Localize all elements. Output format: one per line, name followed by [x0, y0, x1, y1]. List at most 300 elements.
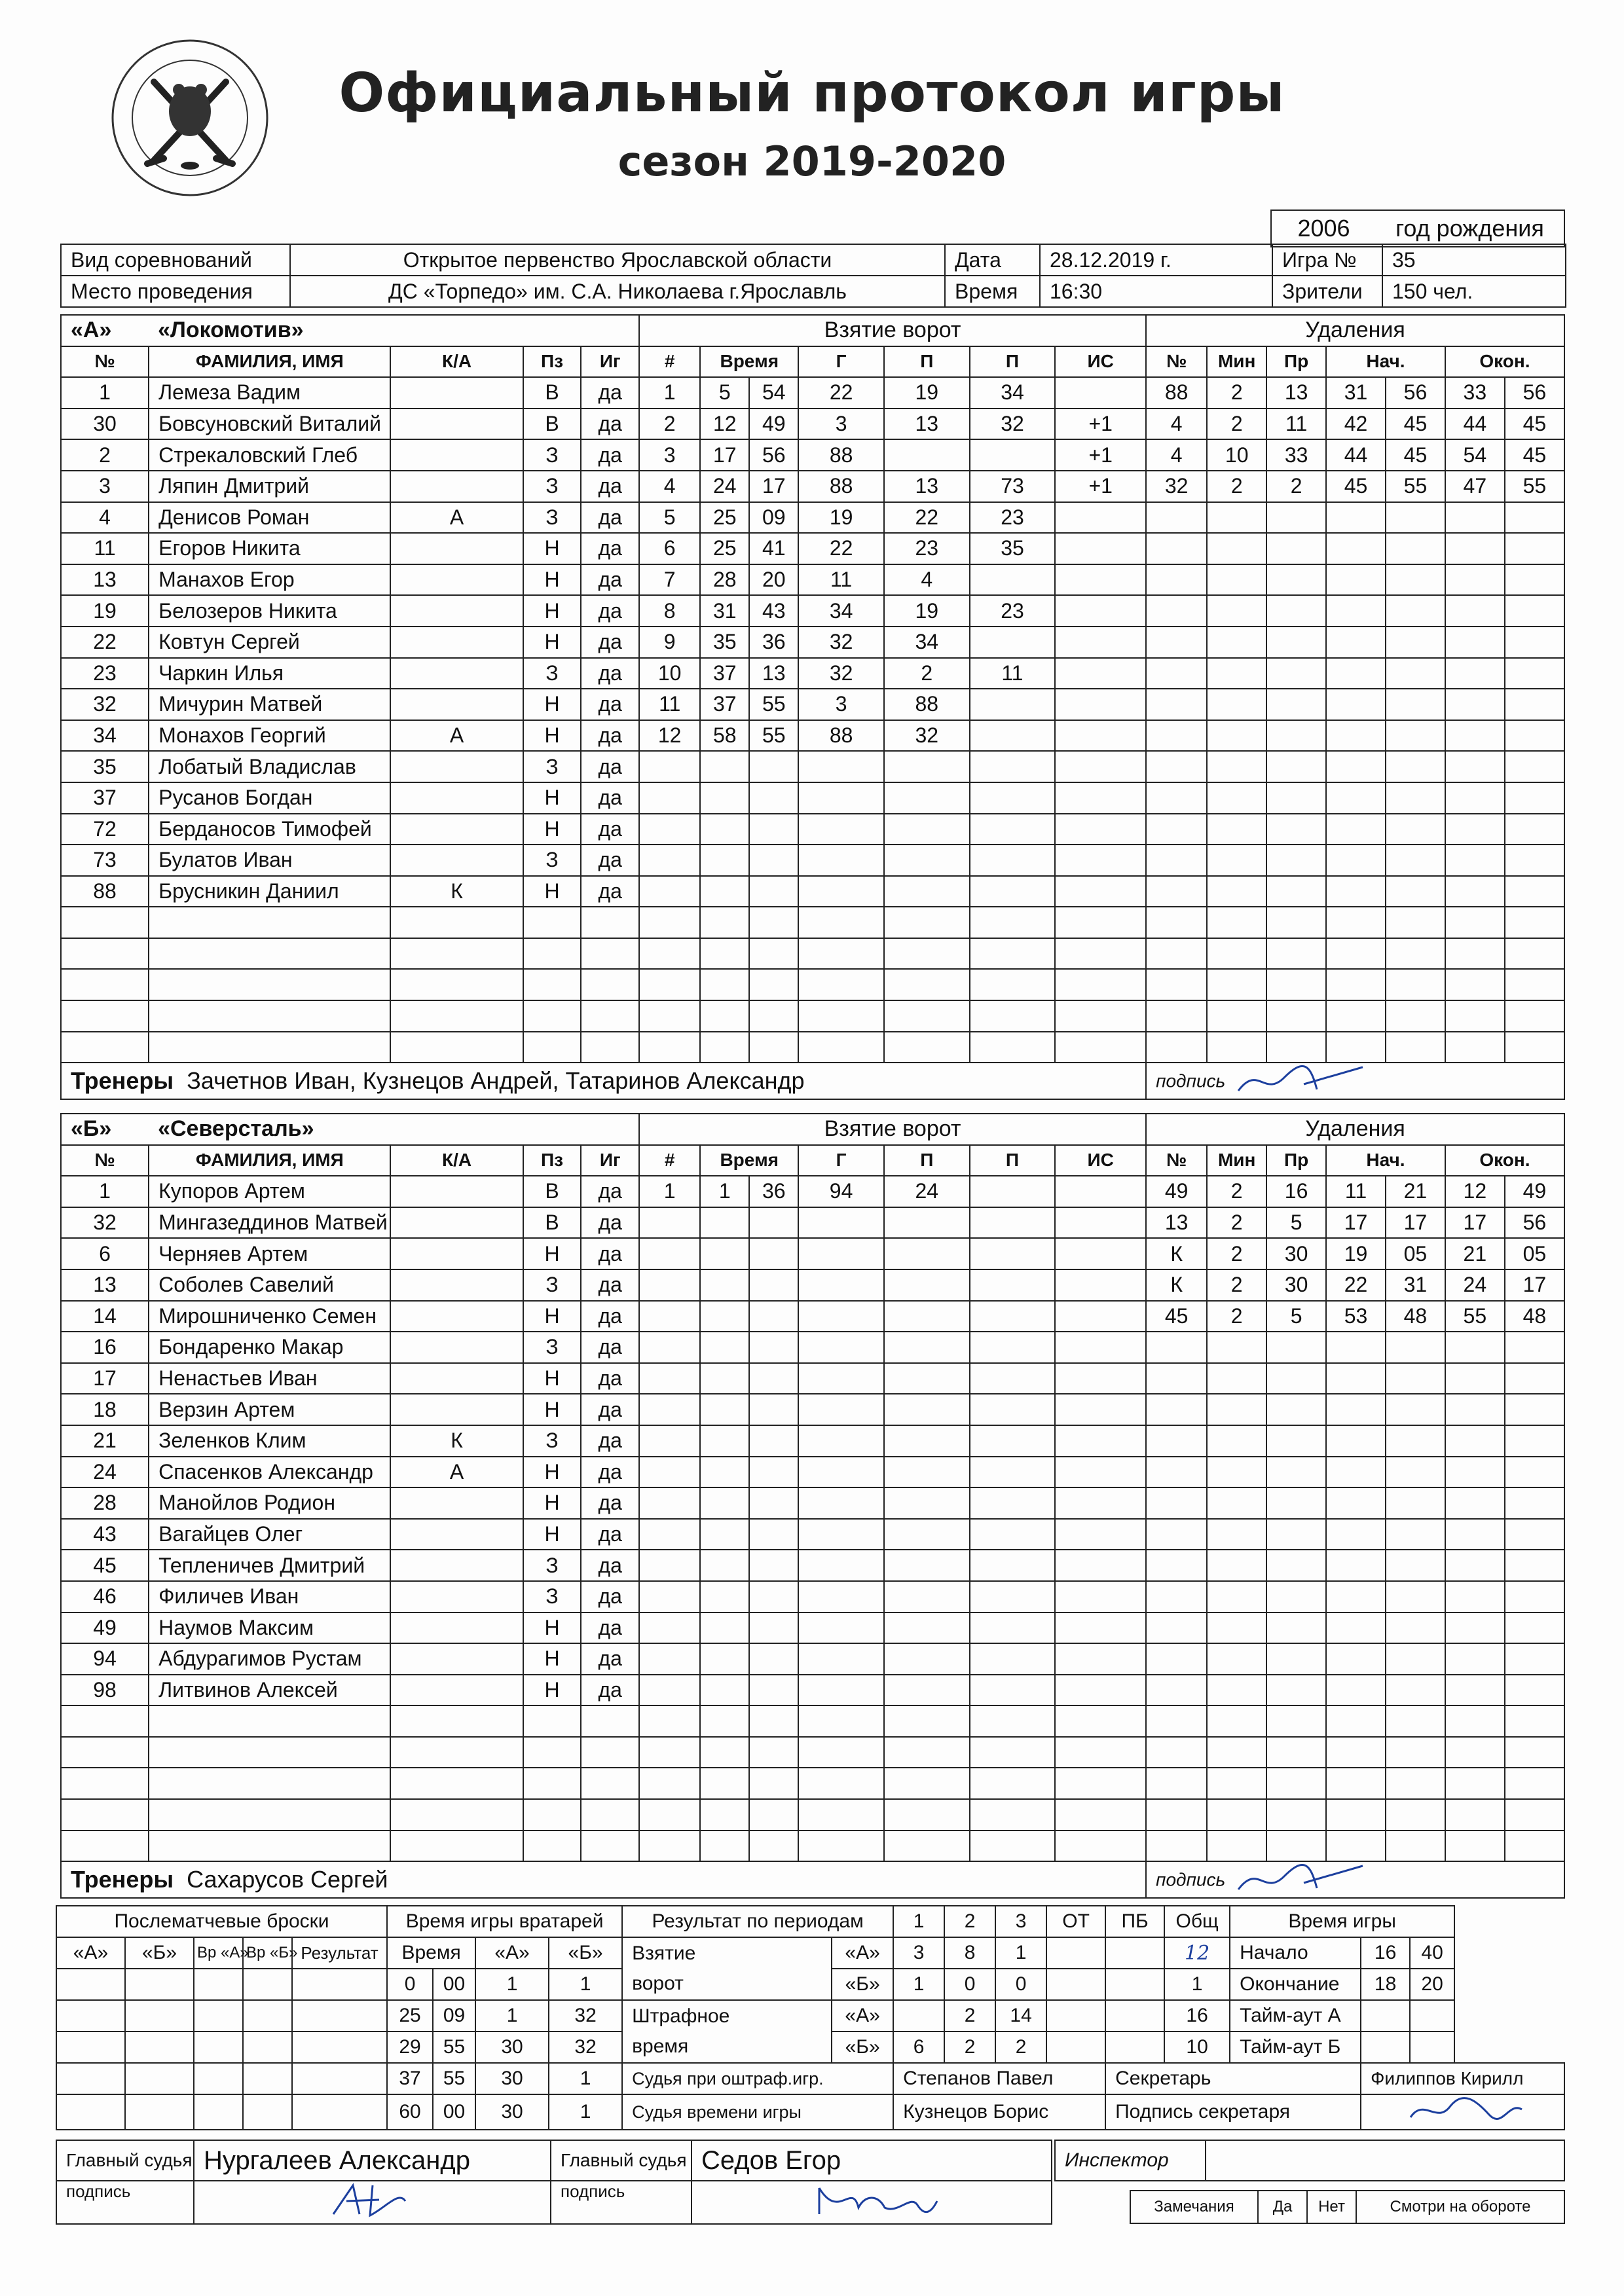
goal-minute: [700, 1643, 749, 1675]
goalie-b-header: «Б»: [549, 1937, 622, 1969]
player-played: да: [581, 377, 639, 409]
player-position: В: [523, 409, 581, 440]
notes-no[interactable]: Нет: [1307, 2191, 1356, 2223]
goal-assist-2: 32: [970, 409, 1056, 440]
goal-assist-2: [970, 845, 1056, 876]
player-number: 1: [61, 377, 149, 409]
penalty-number: 49: [1146, 1176, 1207, 1207]
goalie-row-5-sec: 00: [433, 2094, 475, 2130]
penalty-minutes: [1207, 1457, 1266, 1488]
penalty-start-minute: [1326, 720, 1386, 752]
penalty-start-second: 45: [1386, 439, 1445, 471]
penalty-start-minute: [1326, 1613, 1386, 1644]
goal-minute: 25: [700, 533, 749, 564]
penalty-end-minute: [1445, 907, 1505, 938]
document-title: Официальный протокол игры: [339, 62, 1285, 124]
penalty-minutes: [1207, 907, 1266, 938]
penalty-reason: [1266, 814, 1326, 845]
notes-yes[interactable]: Да: [1258, 2191, 1307, 2223]
goal-minute: 58: [700, 720, 749, 752]
goal-index: 3: [639, 439, 700, 471]
penalty-minutes: 10: [1207, 439, 1266, 471]
goalie-row-4-a: 30: [475, 2063, 549, 2094]
player-number: [61, 969, 149, 1000]
goal-assist-2: 35: [970, 533, 1056, 564]
team-letter: «А»: [61, 315, 149, 346]
goal-assist-1: 19: [884, 377, 970, 409]
penalty-number: [1146, 876, 1207, 907]
penalty-number: 4: [1146, 439, 1207, 471]
col-assist-2: П: [970, 1145, 1056, 1176]
player-played: да: [581, 689, 639, 720]
penalties-section-title: Удаления: [1146, 1114, 1564, 1145]
penalty-end-second: [1505, 1737, 1564, 1768]
goal-index: [639, 1831, 700, 1862]
table-row: [61, 1000, 1564, 1032]
goal-minute: [700, 1032, 749, 1063]
goal-strength: [1055, 1394, 1146, 1425]
player-number: 98: [61, 1675, 149, 1706]
goal-index: [639, 1301, 700, 1332]
penalty-start-second: [1386, 658, 1445, 689]
goal-minute: [700, 1675, 749, 1706]
table-row: [61, 1176, 1564, 1207]
game-header: [60, 244, 1566, 308]
player-name: Абдурагимов Рустам: [149, 1643, 390, 1675]
player-position: Н: [523, 720, 581, 752]
player-position: [523, 1000, 581, 1032]
player-played: да: [581, 845, 639, 876]
penalty-end-second: [1505, 1799, 1564, 1831]
goal-strength: [1055, 1425, 1146, 1457]
player-played: да: [581, 658, 639, 689]
col-captain: К/А: [390, 346, 523, 378]
goal-index: 4: [639, 471, 700, 502]
goalie-row-1-sec: 00: [433, 1969, 475, 2000]
player-number: [61, 1768, 149, 1799]
goal-scorer: [798, 1332, 884, 1363]
goal-scorer: [798, 1799, 884, 1831]
player-name: Манахов Егор: [149, 564, 390, 596]
goal-index: [639, 1675, 700, 1706]
player-captain: [390, 1799, 523, 1831]
goals-section-title: Взятие ворот: [639, 1114, 1146, 1145]
penalty-end-second: [1505, 1363, 1564, 1394]
col-goal-index: #: [639, 346, 700, 378]
total-header: Общ: [1164, 1906, 1230, 1937]
penalty-end-second: 45: [1505, 439, 1564, 471]
goal-index: 6: [639, 533, 700, 564]
goalie-row-2-a: 1: [475, 2000, 549, 2032]
notes-box: [1130, 2190, 1565, 2224]
col-strength: ИС: [1055, 346, 1146, 378]
goal-minute: [700, 1301, 749, 1332]
penalty-minutes: [1207, 502, 1266, 534]
player-position: Н: [523, 782, 581, 814]
goal-minute: 5: [700, 377, 749, 409]
player-played: да: [581, 1457, 639, 1488]
goal-assist-2: [970, 564, 1056, 596]
penalty-number: [1146, 533, 1207, 564]
penalty-start-second: [1386, 1425, 1445, 1457]
penalty-reason: [1266, 533, 1326, 564]
penalty-number: [1146, 938, 1207, 970]
player-played: да: [581, 1487, 639, 1519]
goal-assist-2: [970, 1332, 1056, 1363]
penalty-minutes: [1207, 845, 1266, 876]
penalty-start-second: [1386, 1675, 1445, 1706]
penalty-end-second: [1505, 564, 1564, 596]
player-position: В: [523, 1207, 581, 1239]
penalty-end-minute: 54: [1445, 439, 1505, 471]
col-goal-time: Время: [700, 346, 798, 378]
penalty-end-minute: [1445, 814, 1505, 845]
penalty-minutes: 2: [1207, 1238, 1266, 1269]
coach-sign-label: подпись: [1156, 1869, 1226, 1890]
penalty-start-minute: [1326, 1032, 1386, 1063]
penalty-end-minute: [1445, 1550, 1505, 1581]
penalty-reason: [1266, 502, 1326, 534]
player-number: 32: [61, 1207, 149, 1239]
penalty-number: К: [1146, 1269, 1207, 1301]
pim-a-p1: [893, 2000, 944, 2032]
penalty-end-minute: [1445, 502, 1505, 534]
table-row: [61, 1207, 1564, 1239]
goal-minute: [700, 1831, 749, 1862]
table-row: [61, 720, 1564, 752]
goal-second: [749, 1643, 798, 1675]
player-number: 32: [61, 689, 149, 720]
player-number: 16: [61, 1332, 149, 1363]
goal-assist-1: [884, 814, 970, 845]
penalty-minutes: 2: [1207, 409, 1266, 440]
goal-second: [749, 1269, 798, 1301]
table-row: [61, 1487, 1564, 1519]
signature-mark: [307, 2181, 438, 2218]
penalty-minutes: [1207, 782, 1266, 814]
table-row: [61, 907, 1564, 938]
table-row: [61, 1519, 1564, 1550]
player-number: 73: [61, 845, 149, 876]
goal-strength: [1055, 876, 1146, 907]
penalty-start-minute: [1326, 1425, 1386, 1457]
goal-strength: [1055, 969, 1146, 1000]
goal-assist-2: [970, 1301, 1056, 1332]
goal-scorer: [798, 1581, 884, 1613]
goal-scorer: [798, 1301, 884, 1332]
goal-assist-1: [884, 845, 970, 876]
penalty-end-minute: [1445, 969, 1505, 1000]
penalty-reason: [1266, 1799, 1326, 1831]
penalty-start-minute: [1326, 1550, 1386, 1581]
player-played: да: [581, 1301, 639, 1332]
goal-assist-2: [970, 1487, 1056, 1519]
table-row: [61, 845, 1564, 876]
player-number: 45: [61, 1550, 149, 1581]
pim-a-total: 16: [1164, 2000, 1230, 2032]
player-position: Н: [523, 1519, 581, 1550]
penalty-start-second: [1386, 1457, 1445, 1488]
player-captain: [390, 533, 523, 564]
penalty-end-minute: [1445, 658, 1505, 689]
penalty-end-second: [1505, 845, 1564, 876]
end-minute: 20: [1410, 1969, 1454, 2000]
penalty-end-minute: [1445, 938, 1505, 970]
col-goal-index: #: [639, 1145, 700, 1176]
goal-assist-2: 23: [970, 595, 1056, 627]
referees-table: [56, 2140, 1052, 2225]
goal-scorer: [798, 1238, 884, 1269]
penalty-start-minute: [1326, 627, 1386, 658]
player-number: 37: [61, 782, 149, 814]
col-penalty-minutes: Мин: [1207, 1145, 1266, 1176]
goal-minute: 17: [700, 439, 749, 471]
goal-second: 13: [749, 658, 798, 689]
goal-index: [639, 1643, 700, 1675]
player-captain: [390, 377, 523, 409]
start-label: Начало: [1230, 1937, 1361, 1969]
penalty-minutes: [1207, 1487, 1266, 1519]
penalty-start-second: [1386, 1332, 1445, 1363]
penalty-end-second: 17: [1505, 1269, 1564, 1301]
goal-scorer: [798, 1457, 884, 1488]
goal-assist-2: [970, 814, 1056, 845]
player-captain: А: [390, 1457, 523, 1488]
player-position: З: [523, 1581, 581, 1613]
penalty-start-second: [1386, 720, 1445, 752]
table-row: [61, 1613, 1564, 1644]
table-row: [61, 938, 1564, 970]
player-captain: [390, 1394, 523, 1425]
col-penalty-minutes: Мин: [1207, 346, 1266, 378]
secretary-label: Секретарь: [1105, 2063, 1361, 2094]
goal-index: [639, 1550, 700, 1581]
goal-assist-1: [884, 439, 970, 471]
goal-second: [749, 907, 798, 938]
goal-assist-2: [970, 1207, 1056, 1239]
penalty-end-minute: [1445, 876, 1505, 907]
penalty-number: [1146, 782, 1207, 814]
goal-assist-2: [970, 969, 1056, 1000]
player-played: [581, 907, 639, 938]
goalie-time-title: Время игры вратарей: [387, 1906, 622, 1937]
shootout-b: «Б»: [125, 1937, 194, 1969]
penalty-end-second: [1505, 782, 1564, 814]
penalty-minutes: 2: [1207, 377, 1266, 409]
player-name: [149, 938, 390, 970]
penalty-end-minute: [1445, 1581, 1505, 1613]
col-penalty-end: Окон.: [1445, 1145, 1564, 1176]
season-subtitle: сезон 2019-2020: [618, 137, 1006, 185]
penalty-end-minute: [1445, 1363, 1505, 1394]
penalty-number: К: [1146, 1238, 1207, 1269]
penalty-number: [1146, 1550, 1207, 1581]
col-name: ФАМИЛИЯ, ИМЯ: [149, 1145, 390, 1176]
goal-second: [749, 1207, 798, 1239]
penalty-end-second: [1505, 1581, 1564, 1613]
penalty-end-second: [1505, 876, 1564, 907]
player-captain: [390, 409, 523, 440]
goal-second: [749, 782, 798, 814]
table-row: [61, 1332, 1564, 1363]
player-number: 30: [61, 409, 149, 440]
goal-assist-1: [884, 1000, 970, 1032]
goals-a-total: 12: [1164, 1937, 1230, 1969]
col-goal-scorer: Г: [798, 1145, 884, 1176]
table-row: [61, 564, 1564, 596]
goal-minute: [700, 1519, 749, 1550]
goal-strength: [1055, 1799, 1146, 1831]
player-position: Н: [523, 627, 581, 658]
goal-strength: [1055, 751, 1146, 782]
player-name: Берданосов Тимофей: [149, 814, 390, 845]
player-name: [149, 1799, 390, 1831]
player-position: Н: [523, 814, 581, 845]
chief-referee-2-signature: [692, 2181, 1052, 2224]
col-penalty-start: Нач.: [1326, 1145, 1445, 1176]
goal-index: [639, 969, 700, 1000]
penalty-start-second: [1386, 533, 1445, 564]
penalty-number: [1146, 1705, 1207, 1737]
col-penalty-number: №: [1146, 1145, 1207, 1176]
player-number: [61, 1737, 149, 1768]
goal-assist-1: [884, 1425, 970, 1457]
player-name: [149, 1768, 390, 1799]
col-assist-2: П: [970, 346, 1056, 378]
penalty-minutes: 2: [1207, 1301, 1266, 1332]
player-position: З: [523, 471, 581, 502]
penalty-minutes: 2: [1207, 1176, 1266, 1207]
goal-assist-2: [970, 1457, 1056, 1488]
penalty-reason: [1266, 1332, 1326, 1363]
col-played: Иг: [581, 1145, 639, 1176]
chief-referee-2-sign-label: подпись: [551, 2181, 692, 2224]
col-position: Пз: [523, 346, 581, 378]
player-position: Н: [523, 1643, 581, 1675]
penalty-reason: [1266, 1550, 1326, 1581]
goal-minute: [700, 876, 749, 907]
periods-pim-a-label: «А»: [832, 2000, 893, 2032]
player-name: Зеленков Клим: [149, 1425, 390, 1457]
player-position: [523, 907, 581, 938]
penalty-number: [1146, 751, 1207, 782]
goal-second: [749, 1581, 798, 1613]
penalty-number: [1146, 627, 1207, 658]
penalty-reason: [1266, 595, 1326, 627]
goal-second: [749, 938, 798, 970]
goal-strength: [1055, 502, 1146, 534]
goal-minute: [700, 751, 749, 782]
player-played: [581, 1799, 639, 1831]
signature-mark: [1232, 1065, 1376, 1097]
player-number: 22: [61, 627, 149, 658]
player-captain: [390, 1176, 523, 1207]
player-captain: [390, 845, 523, 876]
goal-strength: [1055, 938, 1146, 970]
player-number: 21: [61, 1425, 149, 1457]
player-name: Купоров Артем: [149, 1176, 390, 1207]
penalty-number: [1146, 564, 1207, 596]
penalty-end-minute: 47: [1445, 471, 1505, 502]
penalty-start-minute: [1326, 1000, 1386, 1032]
player-name: [149, 907, 390, 938]
goal-scorer: 11: [798, 564, 884, 596]
penalty-reason: [1266, 782, 1326, 814]
penalty-start-minute: [1326, 907, 1386, 938]
penalty-reason: [1266, 1581, 1326, 1613]
table-row: [61, 502, 1564, 534]
goal-minute: 31: [700, 595, 749, 627]
goal-index: [639, 1799, 700, 1831]
goalie-row-2-b: 32: [549, 2000, 622, 2032]
goal-index: [639, 1768, 700, 1799]
player-name: Ковтун Сергей: [149, 627, 390, 658]
goal-second: 55: [749, 689, 798, 720]
goal-index: [639, 938, 700, 970]
player-position: З: [523, 845, 581, 876]
penalty-minutes: [1207, 627, 1266, 658]
penalty-end-second: [1505, 502, 1564, 534]
penalty-end-minute: [1445, 1425, 1505, 1457]
goal-second: 20: [749, 564, 798, 596]
penalty-start-second: [1386, 564, 1445, 596]
player-position: З: [523, 1550, 581, 1581]
table-row: [61, 1705, 1564, 1737]
player-number: 3: [61, 471, 149, 502]
goal-strength: [1055, 533, 1146, 564]
goal-minute: [700, 1613, 749, 1644]
goal-index: [639, 1000, 700, 1032]
player-captain: [390, 1519, 523, 1550]
player-name: Бондаренко Макар: [149, 1332, 390, 1363]
pim-a-pb: [1105, 2000, 1164, 2032]
penalty-minutes: [1207, 689, 1266, 720]
penalty-end-minute: [1445, 1394, 1505, 1425]
penalty-start-minute: 22: [1326, 1269, 1386, 1301]
player-name: Спасенков Александр: [149, 1457, 390, 1488]
penalty-end-second: [1505, 689, 1564, 720]
goal-strength: [1055, 1487, 1146, 1519]
goal-second: [749, 1675, 798, 1706]
goal-scorer: [798, 1613, 884, 1644]
goalie-row-2-sec: 09: [433, 2000, 475, 2032]
table-row: [61, 1675, 1564, 1706]
player-number: 46: [61, 1581, 149, 1613]
goal-scorer: 19: [798, 502, 884, 534]
inspector-name: [1206, 2140, 1564, 2181]
table-row: [61, 876, 1564, 907]
player-number: [61, 1799, 149, 1831]
player-position: Н: [523, 876, 581, 907]
goal-scorer: [798, 751, 884, 782]
pim-b-ot: [1046, 2032, 1105, 2063]
player-captain: [390, 439, 523, 471]
penalty-start-minute: [1326, 751, 1386, 782]
penalty-reason: 13: [1266, 377, 1326, 409]
penalty-start-minute: 31: [1326, 377, 1386, 409]
penalty-end-minute: [1445, 595, 1505, 627]
player-name: Мирошниченко Семен: [149, 1301, 390, 1332]
goalie-row-3-b: 32: [549, 2032, 622, 2063]
goal-minute: [700, 1581, 749, 1613]
goal-index: 8: [639, 595, 700, 627]
player-captain: [390, 782, 523, 814]
player-number: 23: [61, 658, 149, 689]
penalty-reason: [1266, 689, 1326, 720]
penalty-number: 88: [1146, 377, 1207, 409]
penalty-end-minute: [1445, 1705, 1505, 1737]
penalty-minutes: [1207, 1675, 1266, 1706]
